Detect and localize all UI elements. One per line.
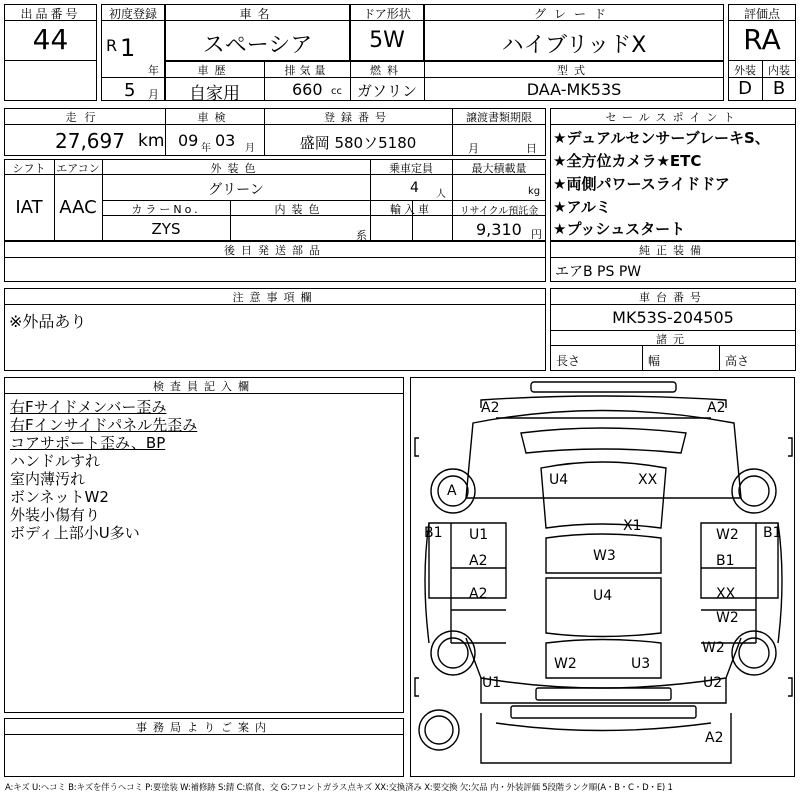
yen-unit: 円 bbox=[531, 228, 542, 241]
grade-label: グレード bbox=[533, 7, 614, 21]
equipment-value: エアB PS PW bbox=[555, 264, 642, 280]
displacement-value: 660 bbox=[292, 80, 323, 99]
insp-month: 03 bbox=[215, 131, 236, 150]
damage-mark: A2 bbox=[469, 553, 488, 569]
recycle-value: 9,310 bbox=[476, 220, 522, 239]
int-label: 内装 bbox=[768, 64, 790, 77]
damage-mark: B1 bbox=[424, 525, 443, 541]
ext-grade: D bbox=[738, 78, 752, 99]
inspection-label: 車検 bbox=[197, 111, 232, 124]
inspector-line: ボンネットW2 bbox=[10, 488, 109, 506]
width-label: 幅 bbox=[648, 354, 661, 368]
transfer-label: 譲渡書類期限 bbox=[466, 111, 532, 124]
car-name-label: 車名 bbox=[239, 7, 276, 21]
capacity-label: 乗車定員 bbox=[389, 162, 433, 175]
sales-point: ★プッシュスタート bbox=[553, 220, 686, 238]
insp-tsuki: 月 bbox=[245, 143, 255, 154]
kg-unit: kg bbox=[528, 186, 541, 197]
dims-label: 諸元 bbox=[656, 333, 690, 346]
inspector-line: 外装小傷有り bbox=[10, 506, 101, 524]
ac-label: エアコン bbox=[56, 162, 100, 175]
color-value: グリーン bbox=[208, 182, 264, 198]
damage-mark: U3 bbox=[631, 656, 651, 672]
door-value: 5W bbox=[369, 28, 405, 53]
inspector-line: 右Fインサイドパネル先歪み bbox=[10, 416, 198, 434]
chassis-label: 車台番号 bbox=[639, 291, 707, 304]
car-name: スペーシア bbox=[202, 33, 313, 58]
equipment-label: 純正装備 bbox=[639, 244, 707, 257]
insp-year: 09 bbox=[178, 131, 199, 150]
damage-mark: U2 bbox=[703, 675, 723, 691]
height-label: 高さ bbox=[725, 354, 750, 368]
damage-mark: W3 bbox=[593, 548, 616, 564]
load-label: 最大積載量 bbox=[471, 162, 527, 175]
inspector-line: ハンドルすれ bbox=[10, 452, 101, 470]
displacement-label: 排気量 bbox=[284, 64, 330, 77]
damage-mark: W2 bbox=[554, 656, 577, 672]
damage-mark: A bbox=[447, 483, 457, 499]
score-value: RA bbox=[743, 23, 781, 56]
history-label: 車歴 bbox=[197, 64, 232, 77]
year-number: 1 bbox=[120, 34, 136, 62]
fuel-value: ガソリン bbox=[356, 82, 417, 100]
car-outline bbox=[411, 378, 796, 778]
damage-mark: W2 bbox=[716, 527, 739, 543]
int-grade: B bbox=[772, 78, 786, 99]
inspector-line: ボディ上部小U多い bbox=[10, 524, 140, 542]
sales-point: ★両側パワースライドドア bbox=[553, 175, 730, 193]
damage-mark: U1 bbox=[482, 675, 502, 691]
damage-mark: W2 bbox=[702, 640, 725, 656]
color-no-value: ZYS bbox=[151, 220, 181, 238]
mileage-label: 走行 bbox=[65, 111, 104, 124]
month-number: 5 bbox=[124, 80, 136, 101]
capacity-value: 4 bbox=[410, 180, 419, 196]
shift-value: IAT bbox=[15, 197, 43, 218]
inspector-line: 右Fサイドメンバー歪み bbox=[10, 398, 167, 416]
model-value: DAA-MK53S bbox=[526, 80, 622, 99]
transfer-day: 日 bbox=[526, 142, 537, 155]
notes-value: ※外品あり bbox=[9, 312, 87, 331]
interior-color-label: 内装色 bbox=[274, 203, 326, 216]
plate-value: 盛岡 580ソ5180 bbox=[299, 134, 417, 152]
history-value: 自家用 bbox=[189, 84, 240, 104]
length-label: 長さ bbox=[556, 354, 581, 368]
sales-point: ★全方位カメラ★ETC bbox=[553, 152, 702, 170]
sales-point: ★デュアルセンサーブレーキS、 bbox=[553, 129, 770, 147]
inspector-line: コアサポート歪み、BP bbox=[10, 434, 166, 452]
car-diagram bbox=[410, 377, 795, 777]
damage-mark: U1 bbox=[469, 527, 489, 543]
damage-mark: X1 bbox=[623, 518, 642, 534]
sales-label: セールスポイント bbox=[605, 111, 741, 124]
lot-label: 出品番号 bbox=[20, 7, 81, 21]
person-unit: 人 bbox=[436, 189, 446, 200]
damage-mark: B1 bbox=[763, 525, 782, 541]
office-label: 事務局よりご案内 bbox=[136, 721, 272, 734]
ext-label: 外装 bbox=[734, 64, 756, 77]
shift-label: シフト bbox=[12, 162, 46, 175]
plate-label: 登録番号 bbox=[324, 111, 392, 124]
inspector-label: 検査員記入欄 bbox=[153, 380, 255, 393]
damage-mark: W2 bbox=[716, 610, 739, 626]
damage-mark: A2 bbox=[707, 400, 726, 416]
damage-mark: XX bbox=[716, 586, 736, 602]
era: R bbox=[106, 36, 118, 55]
lot-number: 44 bbox=[32, 23, 69, 56]
damage-mark: U4 bbox=[593, 588, 613, 604]
sales-point: ★アルミ bbox=[553, 198, 611, 216]
import-label: 輸入車 bbox=[390, 203, 432, 216]
door-label: ドア形状 bbox=[363, 7, 411, 21]
score-label: 評価点 bbox=[743, 7, 780, 21]
damage-mark: U4 bbox=[549, 472, 569, 488]
damage-mark: A2 bbox=[481, 400, 500, 416]
recycle-label: リサイクル預託金 bbox=[459, 206, 539, 217]
model-label: 型式 bbox=[557, 64, 591, 77]
damage-legend: A:キズ U:ヘコミ B:キズを伴うヘコミ P:要塗装 W:補修跡 S:錆 C:腐食、交 G:フロントガラス点キズ XX:交換済み X:要交換 欠:欠品 内・外装評価 5段階ランク順(A・B・C・D・E) 1 bbox=[5, 783, 673, 793]
fuel-label: 燃料 bbox=[370, 64, 404, 77]
cc-unit: cc bbox=[331, 86, 342, 97]
km-unit: km bbox=[138, 131, 165, 151]
kei-unit: 系 bbox=[356, 229, 367, 242]
year-unit: 年 bbox=[148, 64, 159, 77]
color-no-label: カラーNo. bbox=[131, 203, 201, 216]
insp-nen: 年 bbox=[201, 143, 211, 154]
damage-mark: B1 bbox=[716, 553, 735, 569]
chassis-value: MK53S-204505 bbox=[612, 308, 734, 327]
damage-mark: A2 bbox=[469, 586, 488, 602]
damage-mark: A2 bbox=[705, 730, 724, 746]
notes-label: 注意事項欄 bbox=[232, 291, 318, 304]
mileage-value: 27,697 bbox=[55, 129, 125, 153]
grade-value: ハイブリッドX bbox=[501, 33, 647, 58]
first-reg-label: 初度登録 bbox=[108, 7, 157, 21]
color-label: 外装色 bbox=[210, 162, 262, 175]
inspector-line: 室内薄汚れ bbox=[10, 470, 86, 488]
damage-mark: XX bbox=[638, 472, 658, 488]
ac-value: AAC bbox=[59, 197, 97, 218]
month-unit: 月 bbox=[148, 88, 159, 101]
later-parts-label: 後日発送部品 bbox=[224, 244, 326, 257]
transfer-month: 月 bbox=[468, 142, 479, 155]
